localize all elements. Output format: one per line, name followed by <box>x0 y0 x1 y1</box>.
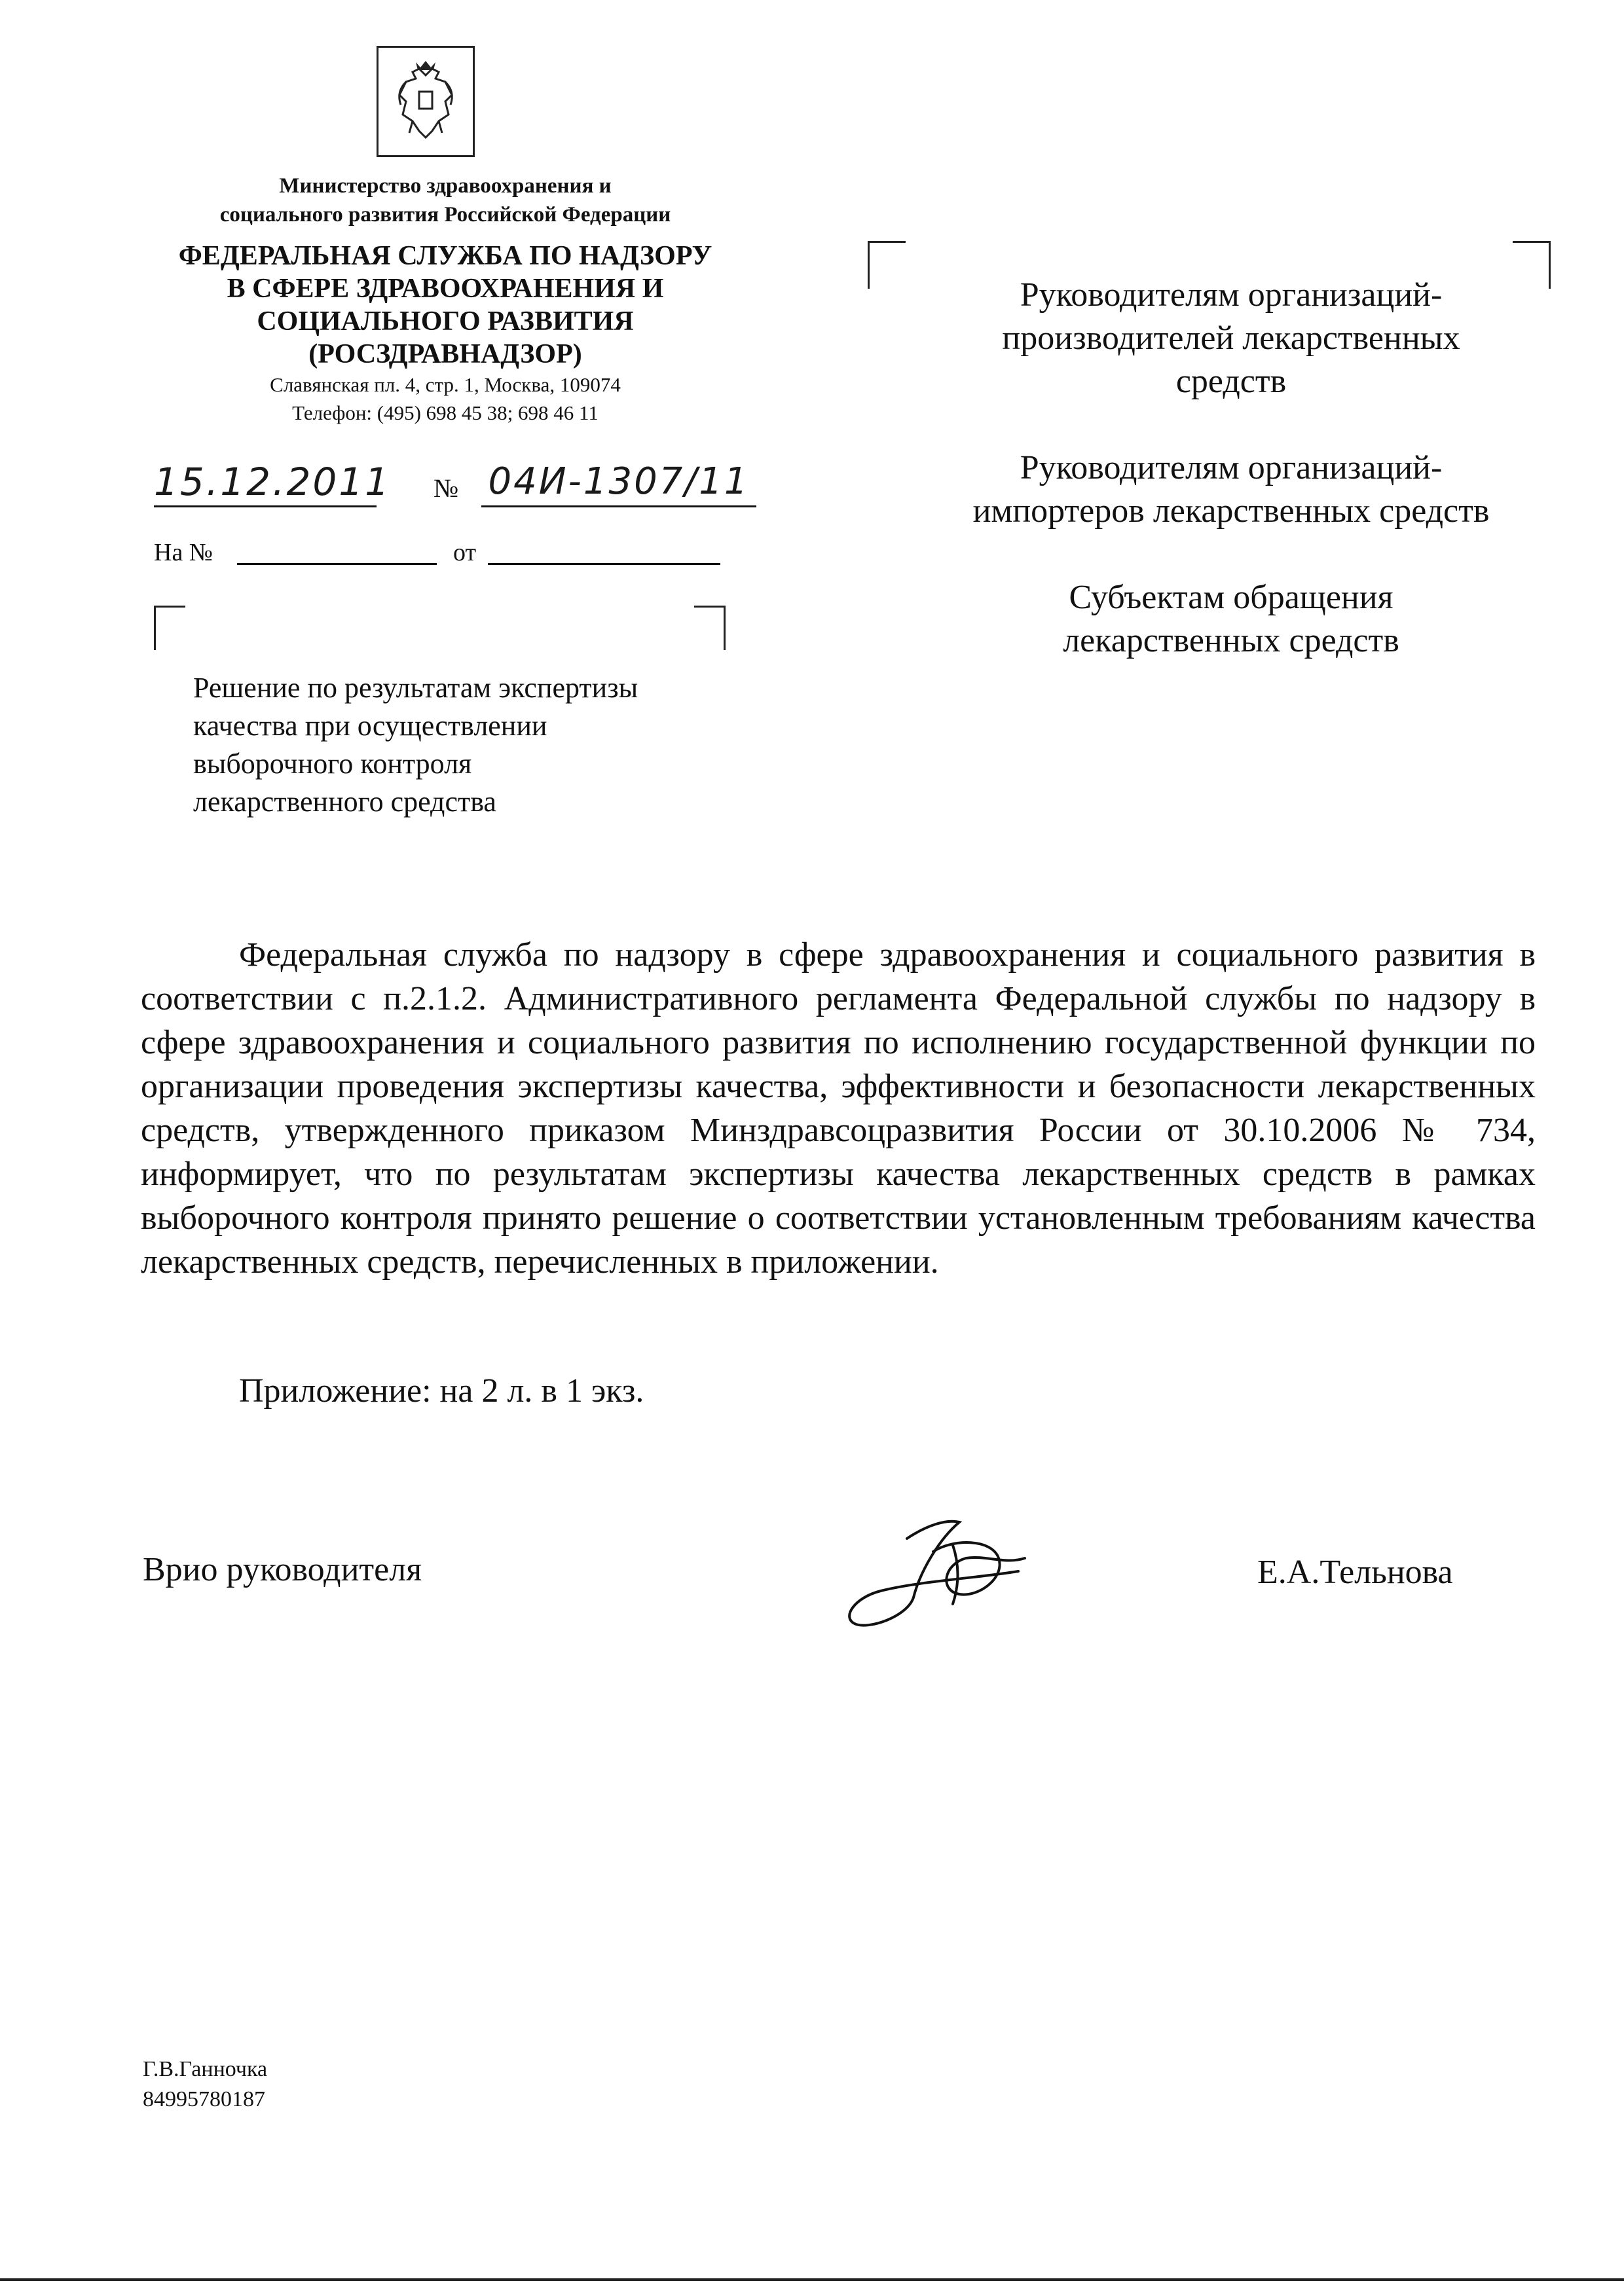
reference-date-blank <box>488 563 720 565</box>
subject-bracket-left <box>154 606 185 650</box>
recipient-subjects: Субъектам обращения лекарственных средств <box>1063 579 1399 659</box>
subject-bracket-right <box>694 606 726 650</box>
executor-name: Г.В.Ганночка <box>143 2057 268 2081</box>
coat-of-arms-emblem <box>377 46 475 157</box>
letter-body-paragraph: Федеральная служба по надзору в сфере здравоохранения и социального развития в соответствии с п.2.1.2. Административного регламента Федеральной службы по надзору в сфере здравоохранения и социального развития по исполнению государственной функции по организации проведения экспертизы качества, эффективности и безопасности лекарственных средств, утвержденного приказом Минздравсоцразвития России от 30.10.2006 № 734, информирует, что по результатам экспертизы качества лекарственных средств в рамках выборочного контроля принято решение о соответствии установленным требованиям качества лекарственных средств, перечисленных в приложении. <box>141 936 1536 1281</box>
agency-line-1: ФЕДЕРАЛЬНАЯ СЛУЖБА ПО НАДЗОРУ <box>178 241 712 271</box>
agency-address: Славянская пл. 4, стр. 1, Москва, 109074 <box>270 373 621 396</box>
agency-contacts <box>151 371 740 427</box>
agency-line-4: (РОСЗДРАВНАДЗОР) <box>308 339 582 369</box>
agency-name <box>151 240 740 371</box>
subject-line-1: Решение по результатам экспертизы <box>193 672 638 704</box>
registration-number: 04И-1307/11 <box>481 458 756 507</box>
recipient-bracket-left <box>868 241 906 289</box>
recipient-manufacturers: Руководителям организаций- производителей лекарственных средств <box>1002 276 1460 400</box>
agency-line-3: СОЦИАЛЬНОГО РАЗВИТИЯ <box>257 306 634 337</box>
registration-date: 15.12.2011 <box>154 458 377 507</box>
letter-subject <box>193 669 750 821</box>
page-bottom-rule <box>0 2278 1624 2281</box>
agency-phone: Телефон: (495) 698 45 38; 698 46 11 <box>292 401 599 424</box>
subject-line-3: выборочного контроля <box>193 748 472 780</box>
signatory-title: Врио руководителя <box>143 1551 422 1588</box>
reference-date-label: от <box>453 539 477 566</box>
signatory-name: Е.А.Тельнова <box>1257 1554 1453 1591</box>
double-headed-eagle-icon <box>386 56 465 147</box>
executor-phone: 84995780187 <box>143 2087 265 2111</box>
recipient-importers: Руководителям организаций- импортеров лекарственных средств <box>972 449 1490 530</box>
subject-line-4: лекарственного средства <box>193 786 496 818</box>
subject-line-2: качества при осуществлении <box>193 710 547 742</box>
handwritten-signature <box>828 1499 1051 1656</box>
ministry-name <box>151 172 740 229</box>
ministry-line-1: Министерство здравоохранения и <box>279 174 612 198</box>
recipients-block <box>904 274 1559 706</box>
reference-number-label: На № <box>154 539 213 566</box>
agency-line-2: В СФЕРЕ ЗДРАВООХРАНЕНИЯ И <box>227 274 664 304</box>
ministry-line-2: социального развития Российской Федерации <box>219 203 671 227</box>
registration-number-label: № <box>434 473 459 503</box>
reference-number-blank <box>237 563 437 565</box>
appendix-note: Приложение: на 2 л. в 1 экз. <box>239 1372 644 1410</box>
